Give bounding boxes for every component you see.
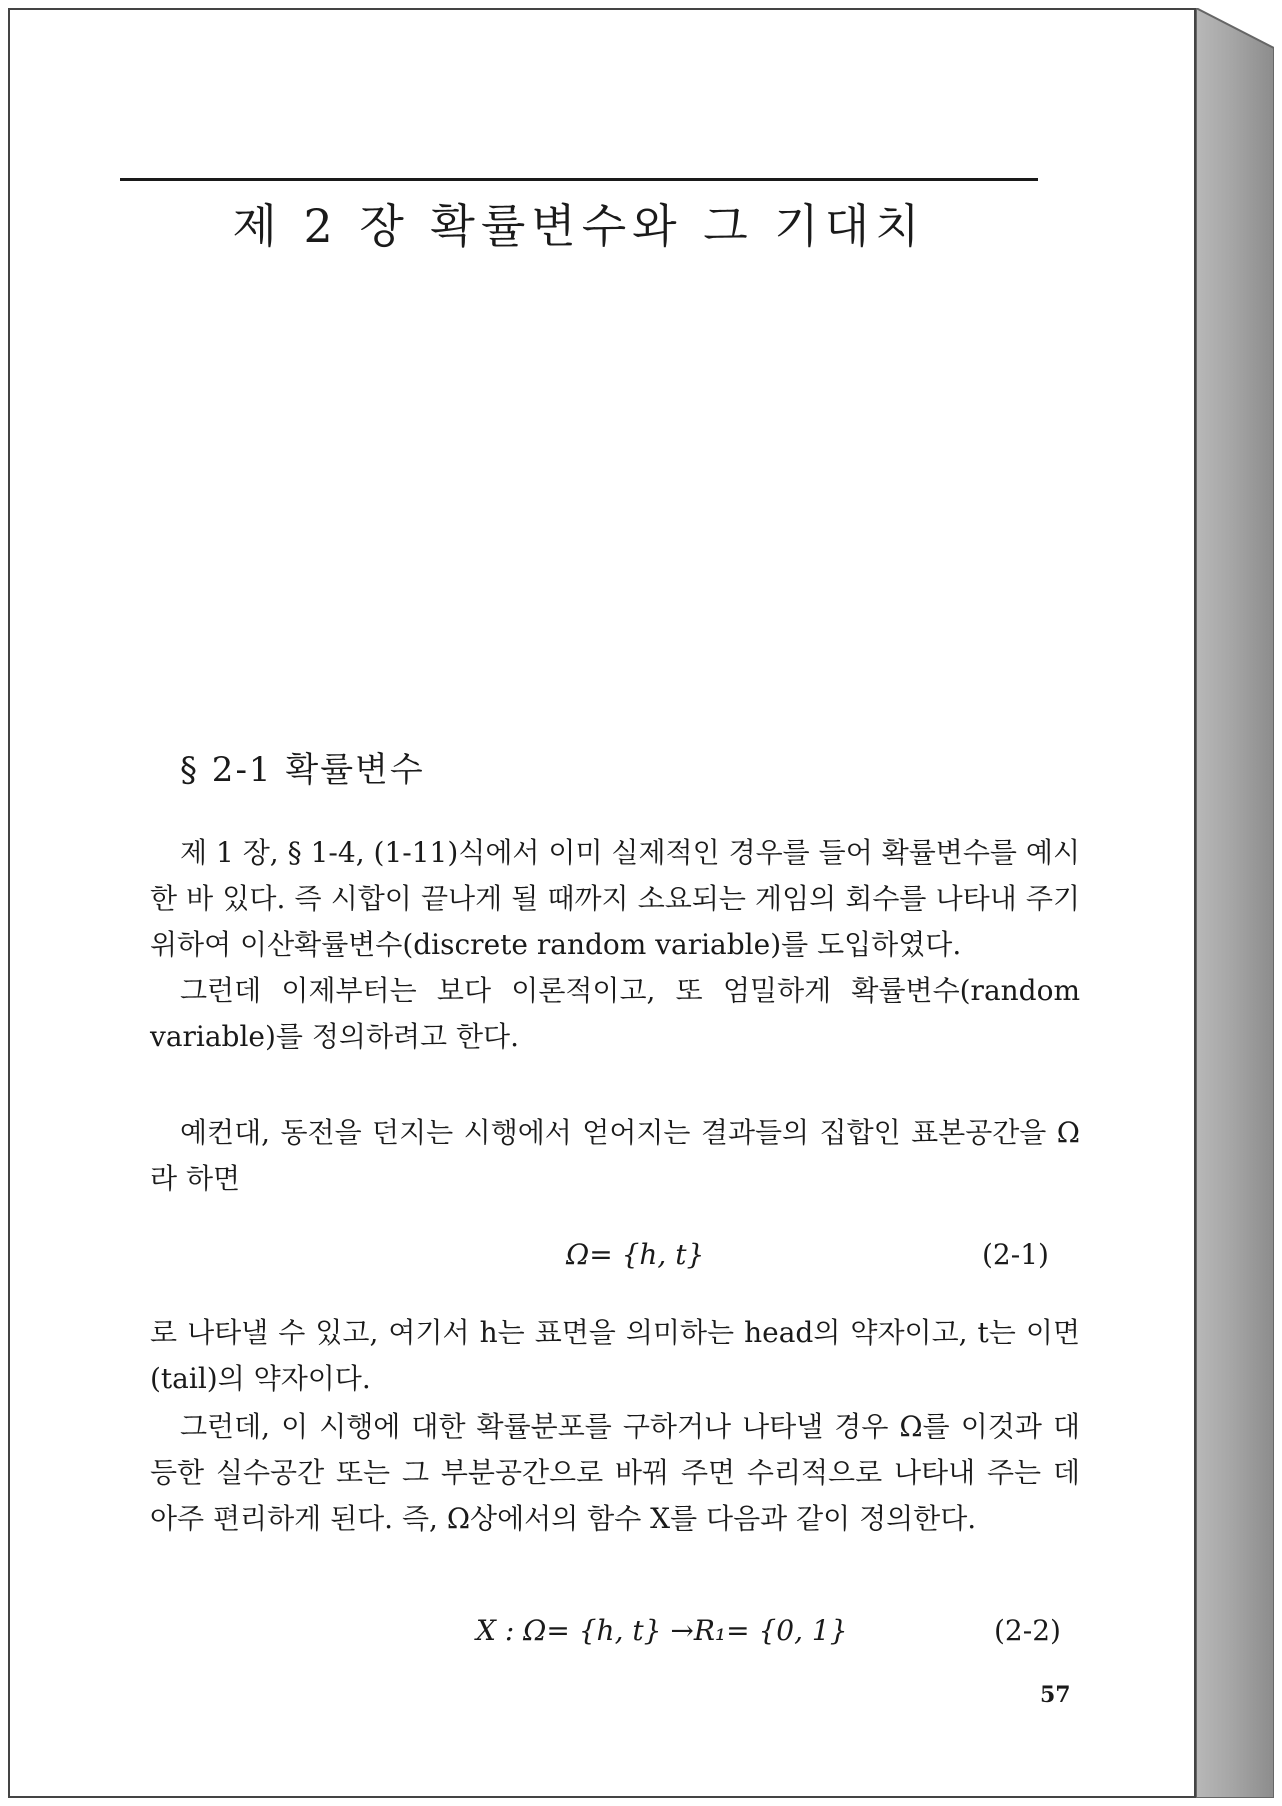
paragraph-5: 그런데, 이 시행에 대한 확률분포를 구하거나 나타낼 경우 Ω를 이것과 대등한 실수공간 또는 그 부분공간으로 바꿔 주면 수리적으로 나타내 주는 데 아주 편리하게 된다. 즉, Ω상에서의 함수 X를 다음과 같이 정의한다.: [150, 1410, 1080, 1535]
paragraph-4: 로 나타낼 수 있고, 여기서 h는 표면을 의미하는 head의 약자이고, t는 이면(tail)의 약자이다.: [150, 1316, 1080, 1395]
paragraph-1: 제 1 장, § 1-4, (1-11)식에서 이미 실제적인 경우를 들어 확률변수를 예시한 바 있다. 즉 시합이 끝나게 될 때까지 소요되는 게임의 회수를 나타내 주기 위하여 이산확률변수(discrete random variable)를 도입하였다.: [150, 836, 1080, 961]
book-spine-edge: [1196, 8, 1274, 1798]
page-number: 57: [1040, 1682, 1071, 1708]
section-heading: § 2-1 확률변수: [180, 750, 425, 790]
equation-number-2-2: (2-2): [994, 1614, 1061, 1647]
equation-number-2-1: (2-1): [982, 1238, 1049, 1271]
equation-2-2: X : Ω= {h, t} →R₁= {0, 1}: [476, 1614, 848, 1647]
equation-2-1: Ω= {h, t}: [566, 1238, 705, 1271]
page: [8, 8, 1196, 1798]
paragraph-2: 그런데 이제부터는 보다 이론적이고, 또 엄밀하게 확률변수(random variable)를 정의하려고 한다.: [150, 974, 1080, 1053]
chapter-title: 제 2 장 확률변수와 그 기대치: [232, 199, 926, 253]
paragraph-3: 예컨대, 동전을 던지는 시행에서 얻어지는 결과들의 집합인 표본공간을 Ω라 하면: [150, 1116, 1080, 1195]
chapter-rule: [120, 178, 1038, 181]
